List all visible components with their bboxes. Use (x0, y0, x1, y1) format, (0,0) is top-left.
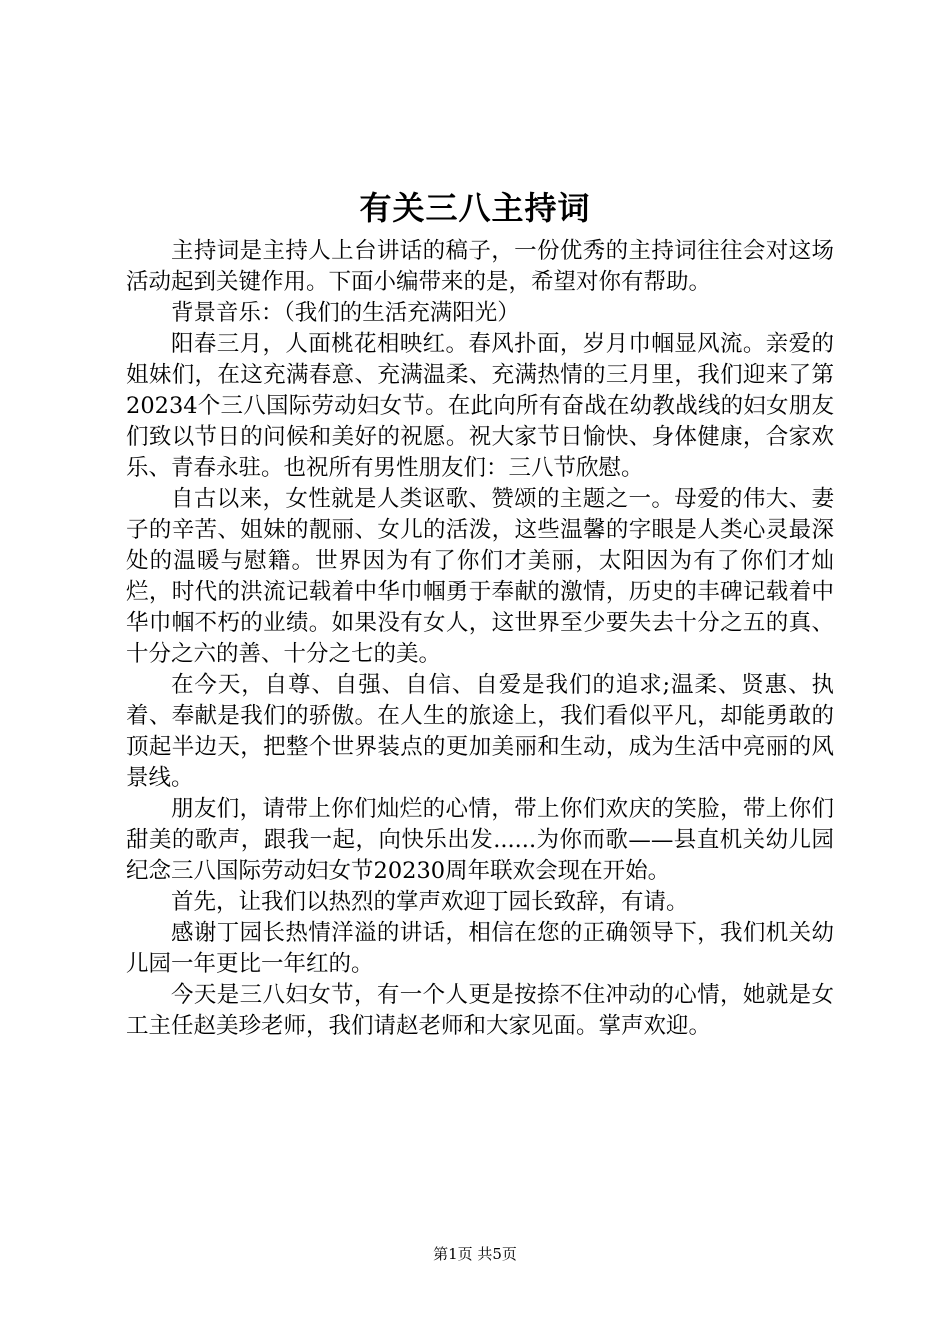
paragraph-intro: 主持词是主持人上台讲话的稿子，一份优秀的主持词往往会对这场活动起到关键作用。下面小编带来的是，希望对你有帮助。 (126, 238, 834, 295)
paragraph-background-music: 背景音乐：（我们的生活充满阳光） (171, 300, 520, 326)
page-footer: 第1页 共5页 (433, 1245, 517, 1263)
paragraph-spring-greeting: 阳春三月，人面桃花相映红。春风扑面，岁月巾帼显风流。亲爱的姐妹们，在这充满春意、充满温柔、充满热情的三月里，我们迎来了第20234个三八国际劳动妇女节。在此向所有奋战在幼教战线的妇女朋友们致以节日的问候和美好的祝愿。祝大家节日愉快、身体健康，合家欢乐、青春永驻。也祝所有男性朋友们：三八节欣慰。 (126, 331, 834, 481)
paragraph-today: 在今天，自尊、自强、自信、自爱是我们的追求;温柔、贤惠、执着、奉献是我们的骄傲。在人生的旅途上，我们看似平凡，却能勇敢的顶起半边天，把整个世界装点的更加美丽和生动，成为生活中亮丽的风景线。 (126, 672, 834, 791)
document-body (126, 236, 834, 1042)
paragraph-introduce-teacher: 今天是三八妇女节，有一个人更是按捺不住冲动的心情，她就是女工主任赵美珍老师，我们请赵老师和大家见面。掌声欢迎。 (126, 982, 834, 1039)
paragraph-praise-women: 自古以来，女性就是人类讴歌、赞颂的主题之一。母爱的伟大、妻子的辛苦、姐妹的靓丽、女儿的活泼，这些温馨的字眼是人类心灵最深处的温暖与慰籍。世界因为有了你们才美丽，太阳因为有了你们才灿烂，时代的洪流记载着中华巾帼勇于奉献的激情，历史的丰碑记载着中华巾帼不朽的业绩。如果没有女人，这世界至少要失去十分之五的真、十分之六的善、十分之七的美。 (126, 486, 834, 667)
paragraph-welcome-speech: 首先，让我们以热烈的掌声欢迎丁园长致辞，有请。 (171, 889, 689, 915)
document-title: 有关三八主持词 (359, 189, 591, 227)
paragraph-thanks: 感谢丁园长热情洋溢的讲话，相信在您的正确领导下，我们机关幼儿园一年更比一年红的。 (126, 920, 834, 977)
paragraph-opening: 朋友们，请带上你们灿烂的心情，带上你们欢庆的笑脸，带上你们甜美的歌声，跟我一起，向快乐出发......为你而歌——县直机关幼儿园纪念三八国际劳动妇女节20230周年联欢会现在开始。 (126, 796, 834, 884)
